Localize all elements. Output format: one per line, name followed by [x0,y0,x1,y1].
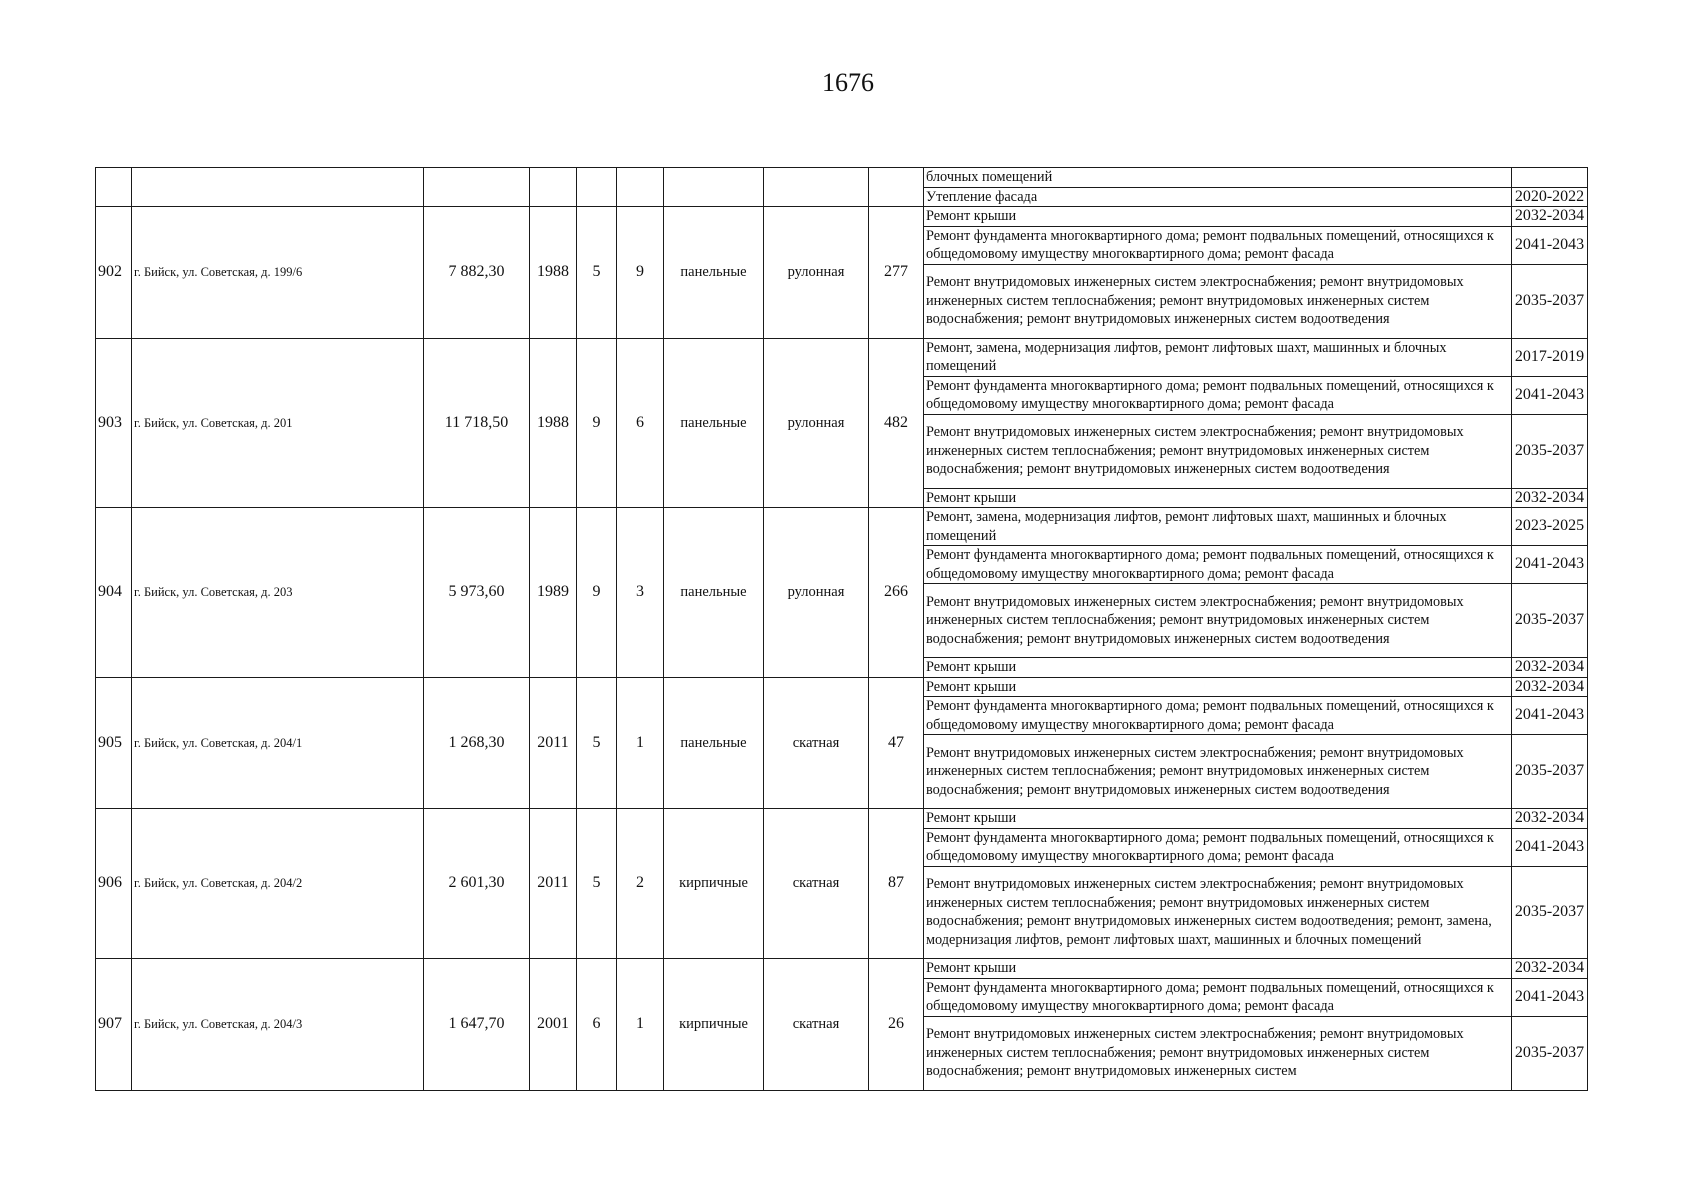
wall-material: кирпичные [664,959,764,1091]
work-period: 2017-2019 [1512,338,1588,376]
roof-type: рулонная [764,338,869,508]
work-period: 2035-2037 [1512,1016,1588,1090]
building-address: г. Бийск, ул. Советская, д. 201 [132,338,424,508]
building-entrances: 1 [617,959,664,1091]
building-floors: 5 [577,809,617,959]
work-description: Ремонт крыши [924,488,1512,508]
empty-cell [424,168,530,207]
work-period: 2035-2037 [1512,584,1588,658]
roof-type: скатная [764,959,869,1091]
wall-material: панельные [664,338,764,508]
work-description: Ремонт крыши [924,677,1512,697]
work-period: 2032-2034 [1512,677,1588,697]
work-period: 2032-2034 [1512,658,1588,678]
empty-cell [617,168,664,207]
residents-count: 87 [869,809,924,959]
wall-material: панельные [664,508,764,678]
building-entrances: 6 [617,338,664,508]
work-description: Ремонт внутридомовых инженерных систем электроснабжения; ремонт внутридомовых инженерных систем теплоснабжения; ремонт внутридомовых инженерных систем водоснабжения; ремонт внутридомовых инженерных систем водоотведения [924,735,1512,809]
building-year: 1988 [530,207,577,339]
work-period: 2035-2037 [1512,735,1588,809]
work-period: 2035-2037 [1512,264,1588,338]
work-period: 2035-2037 [1512,414,1588,488]
building-number: 907 [96,959,132,1091]
building-area: 2 601,30 [424,809,530,959]
work-period: 2035-2037 [1512,866,1588,959]
building-entrances: 9 [617,207,664,339]
work-description: Ремонт фундамента многоквартирного дома; ремонт подвальных помещений, относящихся к общедомовому имуществу многоквартирного дома; ремонт фасада [924,546,1512,584]
work-period: 2032-2034 [1512,959,1588,979]
housing-register-table [95,167,1588,1091]
roof-type: рулонная [764,207,869,339]
building-number: 903 [96,338,132,508]
wall-material: панельные [664,207,764,339]
residents-count: 277 [869,207,924,339]
building-floors: 9 [577,338,617,508]
work-description: Ремонт крыши [924,658,1512,678]
work-description: Ремонт фундамента многоквартирного дома; ремонт подвальных помещений, относящихся к общедомовому имуществу многоквартирного дома; ремонт фасада [924,226,1512,264]
building-year: 1988 [530,338,577,508]
work-period [1512,168,1588,188]
work-description: Ремонт фундамента многоквартирного дома; ремонт подвальных помещений, относящихся к общедомовому имуществу многоквартирного дома; ремонт фасада [924,978,1512,1016]
building-address: г. Бийск, ул. Советская, д. 199/6 [132,207,424,339]
building-number: 904 [96,508,132,678]
work-description: блочных помещений [924,168,1512,188]
building-area: 5 973,60 [424,508,530,678]
roof-type: скатная [764,677,869,809]
building-entrances: 1 [617,677,664,809]
work-period: 2041-2043 [1512,546,1588,584]
building-number: 906 [96,809,132,959]
table-row [96,508,1588,546]
work-period: 2041-2043 [1512,697,1588,735]
building-floors: 5 [577,677,617,809]
work-description: Ремонт, замена, модернизация лифтов, ремонт лифтовых шахт, машинных и блочных помещений [924,508,1512,546]
work-period: 2041-2043 [1512,828,1588,866]
work-period: 2032-2034 [1512,488,1588,508]
work-description: Ремонт внутридомовых инженерных систем электроснабжения; ремонт внутридомовых инженерных систем теплоснабжения; ремонт внутридомовых инженерных систем водоснабжения; ремонт внутридомовых инженерных систем [924,1016,1512,1090]
building-address: г. Бийск, ул. Советская, д. 204/2 [132,809,424,959]
work-description: Ремонт, замена, модернизация лифтов, ремонт лифтовых шахт, машинных и блочных помещений [924,338,1512,376]
building-address: г. Бийск, ул. Советская, д. 204/3 [132,959,424,1091]
building-year: 2011 [530,677,577,809]
empty-cell [577,168,617,207]
building-year: 2001 [530,959,577,1091]
work-description: Ремонт фундамента многоквартирного дома; ремонт подвальных помещений, относящихся к общедомовому имуществу многоквартирного дома; ремонт фасада [924,376,1512,414]
building-area: 11 718,50 [424,338,530,508]
building-floors: 6 [577,959,617,1091]
empty-cell [132,168,424,207]
table-row [96,809,1588,829]
wall-material: панельные [664,677,764,809]
work-description: Утепление фасада [924,187,1512,207]
residents-count: 26 [869,959,924,1091]
building-number: 902 [96,207,132,339]
work-period: 2032-2034 [1512,809,1588,829]
building-address: г. Бийск, ул. Советская, д. 204/1 [132,677,424,809]
building-number: 905 [96,677,132,809]
work-description: Ремонт внутридомовых инженерных систем электроснабжения; ремонт внутридомовых инженерных систем теплоснабжения; ремонт внутридомовых инженерных систем водоснабжения; ремонт внутридомовых инженерных систем водоотведения [924,584,1512,658]
table-row [96,168,1588,188]
residents-count: 482 [869,338,924,508]
roof-type: скатная [764,809,869,959]
work-description: Ремонт внутридомовых инженерных систем электроснабжения; ремонт внутридомовых инженерных систем теплоснабжения; ремонт внутридомовых инженерных систем водоснабжения; ремонт внутридомовых инженерных систем водоотведения; ремонт, замена, модернизация лифтов, ремонт лифтовых шахт, машинных и блочных помещений [924,866,1512,959]
building-year: 1989 [530,508,577,678]
work-description: Ремонт фундамента многоквартирного дома; ремонт подвальных помещений, относящихся к общедомовому имуществу многоквартирного дома; ремонт фасада [924,828,1512,866]
work-description: Ремонт внутридомовых инженерных систем электроснабжения; ремонт внутридомовых инженерных систем теплоснабжения; ремонт внутридомовых инженерных систем водоснабжения; ремонт внутридомовых инженерных систем водоотведения [924,264,1512,338]
building-year: 2011 [530,809,577,959]
building-entrances: 3 [617,508,664,678]
table-row [96,338,1588,376]
work-period: 2023-2025 [1512,508,1588,546]
wall-material: кирпичные [664,809,764,959]
building-area: 7 882,30 [424,207,530,339]
table-row [96,207,1588,227]
empty-cell [530,168,577,207]
building-entrances: 2 [617,809,664,959]
building-area: 1 647,70 [424,959,530,1091]
table-row [96,959,1588,979]
work-description: Ремонт внутридомовых инженерных систем электроснабжения; ремонт внутридомовых инженерных систем теплоснабжения; ремонт внутридомовых инженерных систем водоснабжения; ремонт внутридомовых инженерных систем водоотведения [924,414,1512,488]
building-floors: 9 [577,508,617,678]
work-period: 2032-2034 [1512,207,1588,227]
work-period: 2041-2043 [1512,226,1588,264]
work-period: 2020-2022 [1512,187,1588,207]
building-floors: 5 [577,207,617,339]
roof-type: рулонная [764,508,869,678]
work-description: Ремонт фундамента многоквартирного дома; ремонт подвальных помещений, относящихся к общедомовому имуществу многоквартирного дома; ремонт фасада [924,697,1512,735]
page-number: 1676 [822,68,874,97]
building-address: г. Бийск, ул. Советская, д. 203 [132,508,424,678]
work-description: Ремонт крыши [924,959,1512,979]
empty-cell [96,168,132,207]
residents-count: 266 [869,508,924,678]
table-row [96,677,1588,697]
housing-register-sheet [95,167,1587,1080]
empty-cell [664,168,764,207]
building-area: 1 268,30 [424,677,530,809]
residents-count: 47 [869,677,924,809]
empty-cell [869,168,924,207]
work-description: Ремонт крыши [924,207,1512,227]
work-period: 2041-2043 [1512,978,1588,1016]
work-description: Ремонт крыши [924,809,1512,829]
empty-cell [764,168,869,207]
work-period: 2041-2043 [1512,376,1588,414]
